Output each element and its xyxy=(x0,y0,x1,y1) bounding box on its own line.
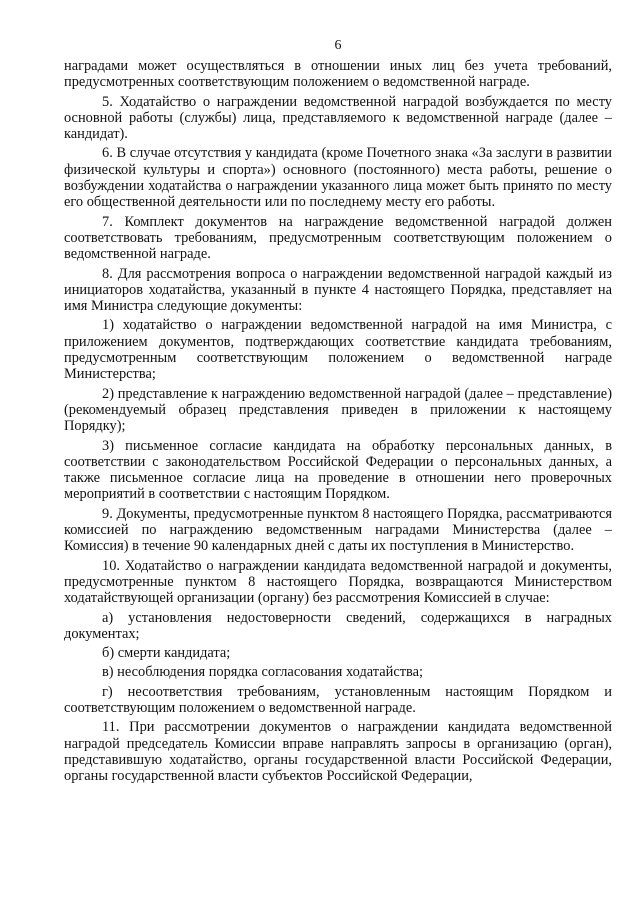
page-number: 6 xyxy=(334,38,342,53)
paragraph-item-6: 6. В случае отсутствия у кандидата (кроме Почетного знака «За заслуги в развитии физической культуры и спорта») основного (постоянного) места работы, решение о возбуждении ходатайства о награждении указанного лица может быть принято по месту его общественной деятельности или по последнему месту его работы. xyxy=(64,145,612,211)
paragraph-item-9: 9. Документы, предусмотренные пунктом 8 настоящего Порядка, рассматриваются комиссией по награждению ведомственным наградами Министерства (далее – Комиссия) в течение 90 календарных дней с даты их поступления в Министерство. xyxy=(64,505,612,555)
paragraph-subitem-10-g: г) несоответствия требованиям, установленным настоящим Порядком и соответствующим положением о ведомственной награде. xyxy=(64,683,612,716)
paragraph-item-8: 8. Для рассмотрения вопроса о награждении ведомственной наградой каждый из инициаторов ходатайства, указанный в пункте 4 настоящего Порядка, представляет на имя Министра следующие документы: xyxy=(64,265,612,315)
paragraph-item-5: 5. Ходатайство о награждении ведомственной наградой возбуждается по месту основной работы (службы) лица, представляемого к ведомственной награде (далее – кандидат). xyxy=(64,93,612,143)
paragraph-item-10: 10. Ходатайство о награждении кандидата ведомственной наградой и документы, предусмотренные пунктом 8 настоящего Порядка, возвращаются Министерством ходатайствующей организации (органу) без рассмотрения Комиссией в случае: xyxy=(64,557,612,607)
paragraph-subitem-10-a: а) установления недостоверности сведений, содержащихся в наградных документах; xyxy=(64,609,612,642)
paragraph-subitem-8-3: 3) письменное согласие кандидата на обработку персональных данных, в соответствии с законодательством Российской Федерации о персональных данных, а также письменное согласие лица на проведение в отношении него проверочных мероприятий в соответствии с настоящим Порядком. xyxy=(64,437,612,503)
paragraph-continuation: наградами может осуществляться в отношении иных лиц без учета требований, предусмотренных соответствующим положением о ведомственной награде. xyxy=(64,58,612,91)
paragraph-subitem-8-1: 1) ходатайство о награждении ведомственной наградой на имя Министра, с приложением документов, подтверждающих соответствие кандидата требованиям, предусмотренным соответствующим положением о ведомственной награде Министерства; xyxy=(64,317,612,383)
paragraph-item-11: 11. При рассмотрении документов о награждении кандидата ведомственной наградой председатель Комиссии вправе направлять запросы в организацию (орган), представившую ходатайство, органы государственной власти Российской Федерации, органы государственной власти субъектов Российской Федерации, xyxy=(64,719,612,785)
paragraph-item-7: 7. Комплект документов на награждение ведомственной наградой должен соответствовать требованиям, предусмотренным соответствующим положением о ведомственной награде. xyxy=(64,213,612,263)
paragraph-subitem-8-2: 2) представление к награждению ведомственной наградой (далее – представление) (рекомендуемый образец представления приведен в приложении к настоящему Порядку); xyxy=(64,385,612,435)
paragraph-subitem-10-v: в) несоблюдения порядка согласования ходатайства; xyxy=(102,664,423,681)
paragraph-subitem-10-b: б) смерти кандидата; xyxy=(102,645,231,662)
